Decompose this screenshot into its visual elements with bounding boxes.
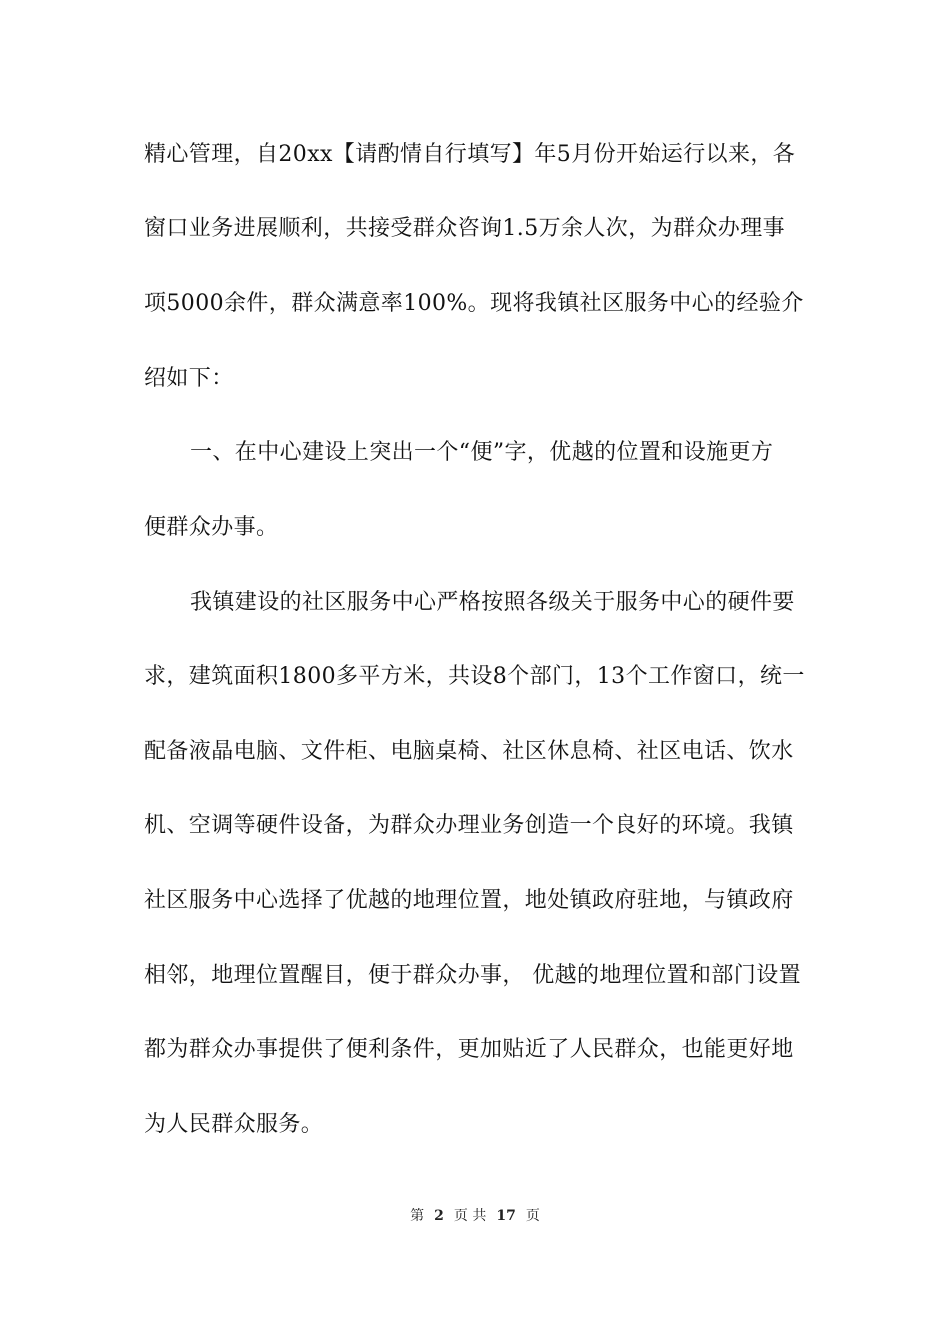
heading-section-1-line-1: 一、在中心建设上突出一个“便”字，优越的位置和设施更方 xyxy=(190,440,774,465)
heading-section-1-line-2: 便群众办事。 xyxy=(144,515,279,540)
footer-current-page: 2 xyxy=(434,1208,444,1224)
footer-middle: 页 共 xyxy=(453,1208,487,1224)
paragraph-1-line-4: 绍如下： xyxy=(144,366,234,391)
footer-prefix: 第 xyxy=(410,1208,425,1224)
paragraph-3-line-7: 都为群众办事提供了便利条件，更加贴近了人民群众，也能更好地 xyxy=(144,1037,794,1062)
paragraph-1-line-1: 精心管理，自20xx【请酌情自行填写】年5月份开始运行以来，各 xyxy=(144,142,796,167)
paragraph-1-line-2: 窗口业务进展顺利，共接受群众咨询1.5万余人次，为群众办理事 xyxy=(144,216,785,241)
paragraph-3-line-4: 机、空调等硬件设备，为群众办理业务创造一个良好的环境。我镇 xyxy=(144,813,794,838)
paragraph-1-line-3: 项5000余件，群众满意率100%。现将我镇社区服务中心的经验介 xyxy=(144,291,804,316)
paragraph-3-line-8: 为人民群众服务。 xyxy=(144,1112,324,1137)
paragraph-3-line-3: 配备液晶电脑、文件柜、电脑桌椅、社区休息椅、社区电话、饮水 xyxy=(144,739,794,764)
paragraph-3-line-5: 社区服务中心选择了优越的地理位置，地处镇政府驻地，与镇政府 xyxy=(144,888,794,913)
page-footer xyxy=(0,1206,950,1226)
paragraph-3-line-1: 我镇建设的社区服务中心严格按照各级关于服务中心的硬件要 xyxy=(190,590,795,615)
paragraph-3-line-6: 相邻，地理位置醒目，便于群众办事， 优越的地理位置和部门设置 xyxy=(144,963,801,988)
footer-suffix: 页 xyxy=(525,1208,540,1224)
paragraph-3-line-2: 求，建筑面积1800多平方米，共设8个部门，13个工作窗口，统一 xyxy=(144,664,805,689)
footer-total-pages: 17 xyxy=(496,1208,516,1224)
